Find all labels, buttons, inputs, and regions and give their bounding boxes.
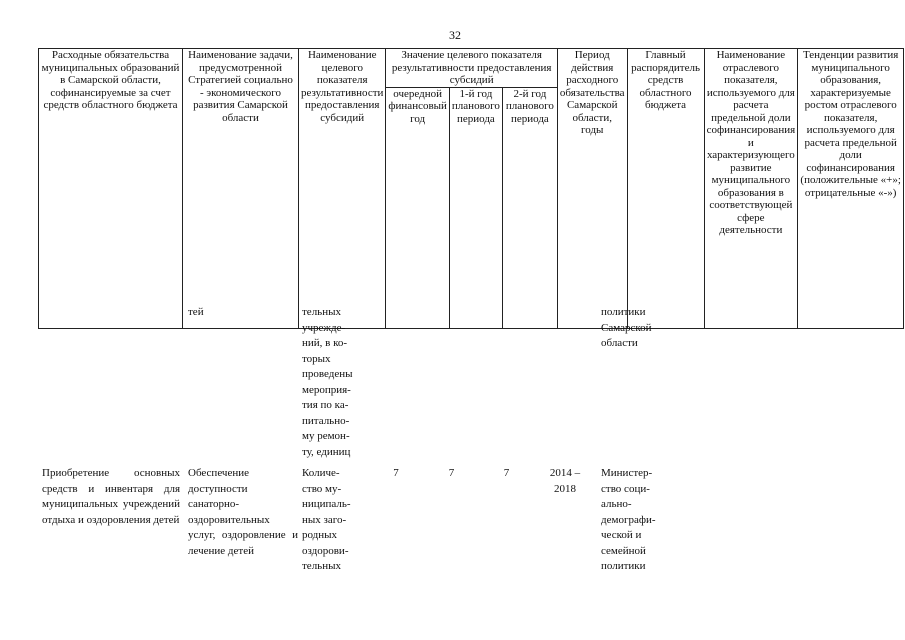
text-line: ту, единиц [302,445,351,458]
text-line: оздорови- [302,544,349,557]
page-number: 32 [449,28,461,42]
header-task: Наименование задачи, предусмотренной Стратегией социально - экономического развития Самарской области [183,49,299,329]
header-period: Период действия расходного обязательства Самарской области, годы [557,49,627,329]
text-line: тельных [302,306,341,318]
text-line: торых [302,352,331,365]
text-line: проведены [302,368,353,380]
text-line: ниципаль- [302,498,351,510]
cont-task-text: тей [188,306,204,318]
text-line: ных заго- [302,513,347,526]
header-plan-year-2: 2-й год планового периода [502,87,557,328]
header-trends: Тенденции развития муниципального образования, характеризуемые ростом отраслевого показателя, используемого для расчета предельной доли софинансирования (положительные «+»; отрицательные «-») [798,49,904,329]
text-line: политики [601,306,646,318]
text-line: семейной [601,544,646,557]
header-table [38,48,904,329]
row-period: 2014 – 2018 [549,467,581,495]
text-line: политики [601,560,646,572]
row-manager-text [601,466,673,575]
text-line: питально- [302,414,350,427]
cont-indicator-text [302,305,364,460]
row-indicator-text [302,466,364,575]
text-line: ство му- [302,482,342,495]
row-value-plan-year-2: 7 [503,467,510,479]
text-line: мероприя- [302,383,351,396]
row-task-text: Обеспечение доступности санаторно-оздоровительных услуг, оздоровление и лечение детей [188,467,298,557]
text-line: родных [302,529,338,541]
text-line: Самарской [601,321,652,334]
header-next-year: очередной финансовый год [386,87,450,328]
cont-manager-text [601,305,673,352]
header-target-values: Значение целевого показателя результативности предоставления субсидий [386,49,558,88]
text-line: тия по ка- [302,399,349,411]
text-line: тельных [302,560,341,572]
header-obligations: Расходные обязательства муниципальных образований в Самарской области, софинансируемые за счет средств областного бюджета [39,49,183,329]
header-plan-year-1: 1-й год планового периода [449,87,502,328]
text-line: му ремон- [302,430,350,442]
row-value-plan-year-1: 7 [448,467,455,479]
text-line: Количе- [302,467,340,479]
header-manager: Главный распорядитель средств областного бюджета [627,49,704,329]
header-indicator: Наименование целевого показателя результативности предоставления субсидий [299,49,386,329]
row-value-next-year: 7 [393,467,399,479]
text-line: Министер- [601,467,653,479]
text-line: ально- [601,498,632,510]
text-line: учрежде- [302,321,346,334]
text-line: демографи- [601,513,656,526]
header-sector-indicator: Наименование отраслевого показателя, используемого для расчета предельной доли софинансирования и характеризующего развитие муниципального образования в соответствующей сфере деятельности [704,49,798,329]
text-line: ческой и [601,529,642,541]
row-obligation-text: Приобретение основных средств и инвентаря для муниципальных учреждений отдыха и оздоровления детей [42,467,180,526]
text-line: ний, в ко- [302,337,348,349]
text-line: области [601,337,638,349]
text-line: ство соци- [601,482,650,495]
